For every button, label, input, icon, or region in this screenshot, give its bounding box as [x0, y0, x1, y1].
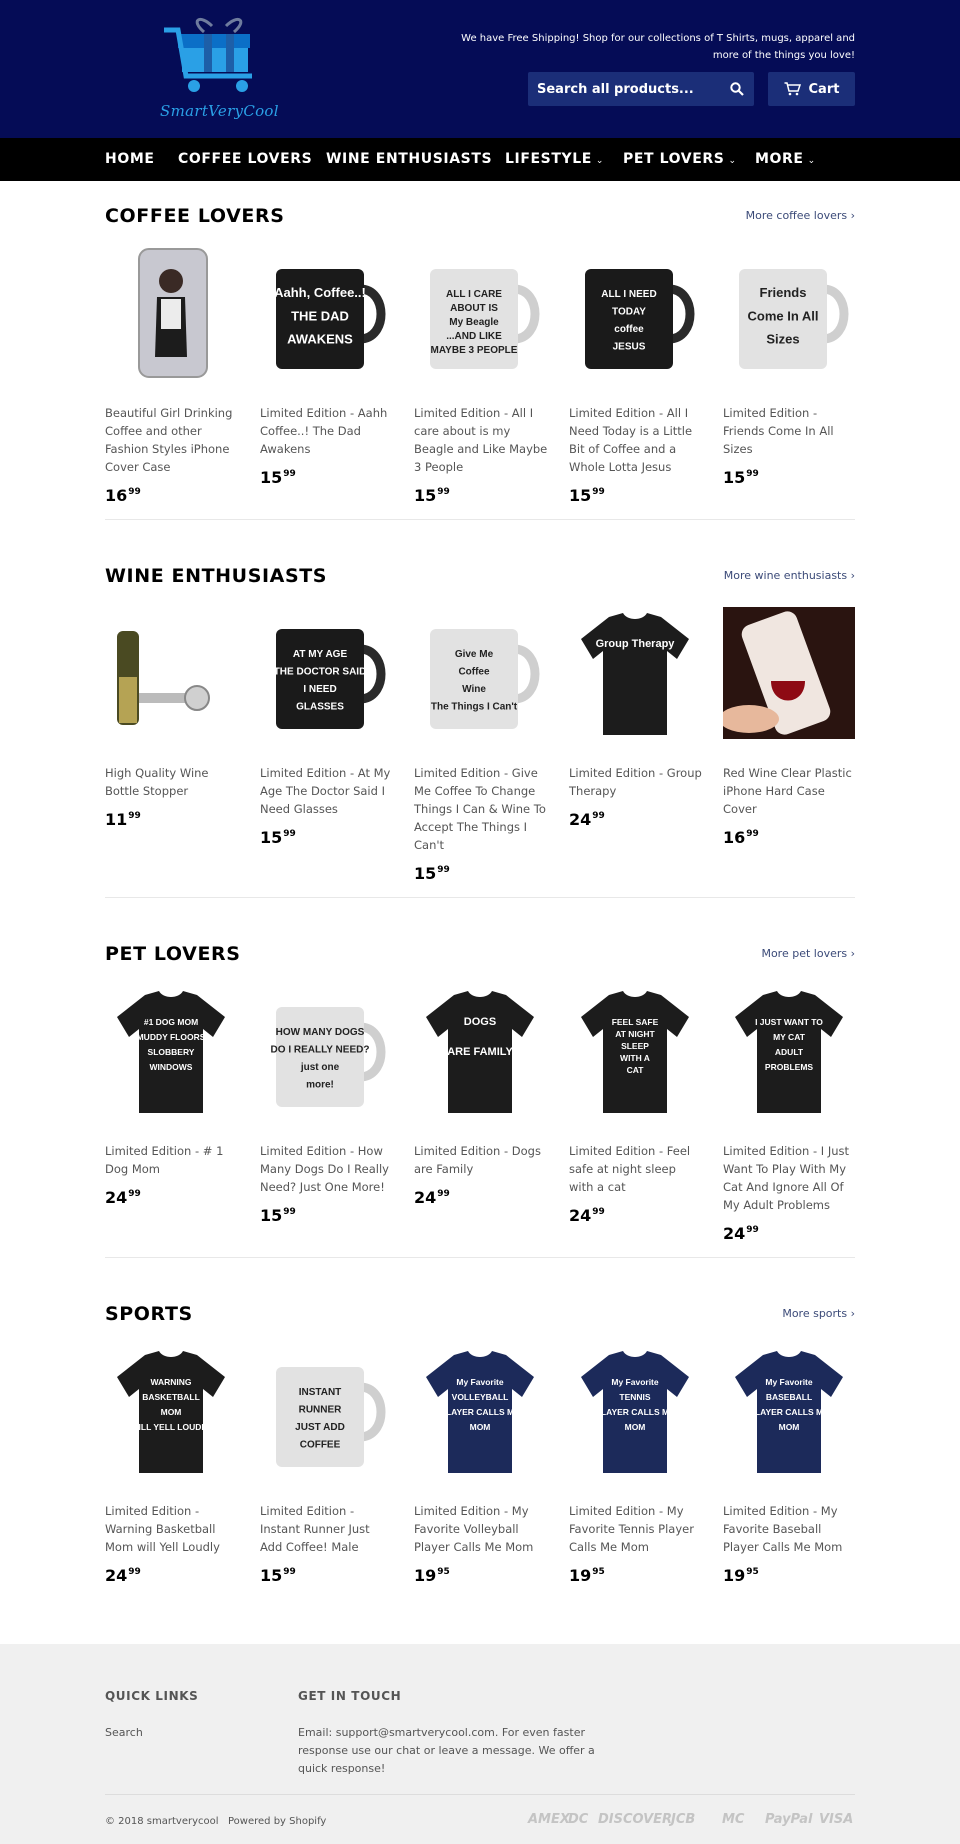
product-price — [105, 810, 141, 829]
more-link[interactable]: More coffee lovers › — [745, 209, 855, 222]
price-cents: 99 — [746, 829, 759, 839]
product-image-text: JESUS — [612, 341, 646, 353]
product-image-text: ABOUT IS — [450, 303, 498, 314]
nav-item-home[interactable] — [105, 138, 155, 181]
nav-label: PET LOVERS — [623, 151, 725, 167]
product-price — [105, 1566, 141, 1585]
nav-item-wine-enthusiasts[interactable] — [326, 138, 492, 181]
nav-label: MORE — [755, 151, 804, 167]
product-image[interactable] — [723, 607, 855, 739]
product-title[interactable]: Limited Edition - My Favorite Volleyball Player Calls Me Mom — [414, 1504, 534, 1554]
price-cents: 99 — [283, 469, 296, 479]
footer-link-search[interactable]: Search — [105, 1726, 143, 1739]
chevron-down-icon: ⌄ — [595, 156, 605, 166]
nav-item-coffee-lovers[interactable] — [178, 138, 312, 181]
product-price — [723, 1224, 759, 1243]
jcb-icon: JCB — [671, 1812, 696, 1827]
cart-label: Cart — [808, 81, 840, 97]
product-image-text: SLEEP — [621, 1041, 649, 1051]
black-tshirt-icon — [414, 985, 546, 1117]
more-link[interactable]: More wine enthusiasts › — [723, 569, 855, 582]
copyright: © 2018 smartverycool — [105, 1816, 219, 1827]
product-price — [569, 486, 605, 505]
black-tshirt-icon — [569, 985, 701, 1117]
product-image-text: ARE FAMILY — [447, 1046, 513, 1058]
price-dollars: 15 — [260, 1566, 283, 1585]
product-title[interactable]: Limited Edition - My Favorite Tennis Player Calls Me Mom — [569, 1504, 694, 1554]
get-in-touch-heading: GET IN TOUCH — [298, 1689, 402, 1703]
price-cents: 99 — [746, 469, 759, 479]
product-image-text: WILL YELL LOUDLY — [130, 1422, 212, 1432]
product-image-text: MOM — [469, 1422, 491, 1432]
product-image-text: My Favorite — [611, 1377, 659, 1387]
product-image-text: CAT — [626, 1065, 644, 1075]
wine-phone-case-icon — [723, 607, 855, 739]
price-dollars: 24 — [414, 1188, 437, 1207]
product-image-text: BASKETBALL — [142, 1392, 200, 1402]
product-image-text: Give Me — [454, 649, 494, 660]
product-image[interactable] — [260, 247, 392, 379]
product-title[interactable]: Limited Edition - Dogs are Family — [414, 1144, 541, 1176]
product-image[interactable] — [723, 247, 855, 379]
product-price — [260, 1206, 296, 1225]
navy-tshirt-icon — [569, 1345, 701, 1477]
product-title[interactable]: Limited Edition - All I care about is my Beagle and Like Maybe 3 People — [414, 406, 548, 474]
site-header — [0, 0, 960, 138]
section-title: SPORTS — [105, 1303, 193, 1325]
visa-icon: VISA — [819, 1812, 854, 1827]
site-footer — [0, 1644, 960, 1844]
black-mug-icon — [260, 607, 392, 739]
price-cents: 99 — [437, 487, 450, 497]
product-image-text: GLASSES — [296, 701, 344, 713]
price-cents: 99 — [128, 487, 141, 497]
price-dollars: 11 — [105, 810, 128, 829]
product-image-text: BASEBALL — [765, 1392, 813, 1402]
more-link[interactable]: More pet lovers › — [761, 947, 855, 960]
contact-text: Email: support@smartverycool.com. For even faster response use our chat or leave a message. We offer a quick response! — [298, 1726, 595, 1775]
black-mug-icon — [569, 247, 701, 379]
search-icon — [730, 82, 744, 96]
cart-button[interactable] — [768, 72, 855, 106]
search-button[interactable] — [720, 72, 754, 106]
product-image-text: VOLLEYBALL — [451, 1392, 509, 1402]
chevron-down-icon: ⌄ — [728, 156, 737, 166]
product-image[interactable] — [105, 1345, 237, 1477]
product-image[interactable] — [260, 607, 392, 739]
product-image[interactable] — [569, 247, 701, 379]
wine-stopper-icon — [105, 607, 237, 739]
price-cents: 99 — [283, 1567, 296, 1577]
price-cents: 99 — [592, 1207, 605, 1217]
product-image[interactable] — [105, 985, 237, 1117]
search-form — [528, 72, 754, 106]
nav-label: HOME — [105, 151, 155, 167]
product-image-text: THE DOCTOR SAID — [273, 666, 367, 678]
product-image-text: WARNING — [150, 1377, 192, 1387]
product-image-text: Group Therapy — [595, 638, 675, 650]
price-dollars: 16 — [105, 486, 128, 505]
white-mug-icon — [260, 1345, 392, 1477]
price-cents: 95 — [746, 1567, 759, 1577]
product-title[interactable]: Limited Edition - Instant Runner Just Add Coffee! Male — [260, 1504, 370, 1554]
product-image-text: The Things I Can't — [430, 701, 518, 713]
price-dollars: 15 — [569, 486, 592, 505]
product-title[interactable]: Limited Edition - Give Me Coffee To Change Things I Can & Wine To Accept The Things I Can't — [414, 766, 546, 852]
search-input[interactable] — [528, 72, 718, 106]
product-price — [414, 1566, 450, 1585]
product-price — [414, 1188, 450, 1207]
product-image[interactable] — [105, 607, 237, 739]
product-image-text: coffee — [614, 324, 644, 335]
section-divider — [105, 519, 855, 520]
section-title: PET LOVERS — [105, 943, 241, 965]
product-price — [105, 1188, 141, 1207]
nav-label: LIFESTYLE — [505, 151, 592, 167]
price-cents: 99 — [283, 829, 296, 839]
product-image[interactable] — [260, 1345, 392, 1477]
product-image-text: THE DAD — [291, 308, 349, 324]
diners-club-icon: DC — [568, 1812, 589, 1827]
price-cents: 99 — [128, 1567, 141, 1577]
product-image-text: MOM — [160, 1407, 182, 1417]
black-tshirt-icon — [105, 1345, 237, 1477]
black-tshirt-icon — [569, 607, 701, 739]
black-tshirt-icon — [105, 985, 237, 1117]
product-price — [414, 486, 450, 505]
product-image-text: Coffee — [458, 666, 490, 678]
nav-item-pet-lovers[interactable] — [623, 138, 737, 181]
product-image-text: DOGS — [463, 1016, 497, 1028]
nav-item-more[interactable] — [755, 138, 816, 181]
product-price — [723, 468, 759, 487]
product-image[interactable] — [569, 1345, 701, 1477]
product-image[interactable] — [414, 247, 546, 379]
product-image-text: ALL I CARE — [446, 289, 502, 300]
product-image[interactable] — [105, 247, 237, 379]
powered-by-link[interactable]: Powered by Shopify — [228, 1816, 327, 1827]
product-title[interactable]: Limited Edition - How Many Dogs Do I Really Need? Just One More! — [260, 1144, 389, 1194]
shopping-cart-logo-icon — [160, 12, 278, 102]
discover-icon: DISCOVER — [598, 1812, 673, 1827]
product-image-text: AT MY AGE — [292, 649, 348, 660]
white-mug-icon — [414, 247, 546, 379]
price-dollars: 15 — [260, 1206, 283, 1225]
product-image[interactable] — [414, 985, 546, 1117]
product-price — [723, 1566, 759, 1585]
product-image-text: I NEED — [303, 684, 337, 695]
price-dollars: 16 — [723, 828, 746, 847]
product-image-text: MOM — [624, 1422, 646, 1432]
product-image-text: TODAY — [612, 306, 646, 318]
product-image-text: AT NIGHT — [615, 1029, 655, 1039]
navy-tshirt-icon — [723, 1345, 855, 1477]
product-title[interactable]: Limited Edition - At My Age The Doctor Said I Need Glasses — [260, 766, 391, 816]
cart-icon — [784, 82, 801, 96]
product-image-text: Come In All — [747, 308, 819, 324]
product-image-text: FEEL SAFE — [611, 1017, 659, 1027]
price-dollars: 24 — [569, 810, 592, 829]
product-image-text: PROBLEMS — [764, 1062, 814, 1072]
product-image[interactable] — [569, 607, 701, 739]
product-image-text: My Beagle — [449, 317, 499, 328]
product-image[interactable] — [723, 1345, 855, 1477]
section-title: WINE ENTHUSIASTS — [105, 565, 328, 587]
product-image-text: MUDDY FLOORS — [136, 1032, 206, 1042]
product-image-text: just one — [300, 1062, 340, 1073]
product-price — [569, 810, 605, 829]
price-cents: 99 — [283, 1207, 296, 1217]
price-dollars: 19 — [723, 1566, 746, 1585]
product-image-text: PLAYER CALLS ME — [749, 1407, 829, 1417]
product-image[interactable] — [723, 985, 855, 1117]
product-price — [260, 1566, 296, 1585]
product-image[interactable] — [414, 1345, 546, 1477]
quick-links-heading: QUICK LINKS — [105, 1689, 199, 1703]
product-image-text: SLOBBERY — [147, 1047, 195, 1057]
section-title: COFFEE LOVERS — [105, 205, 285, 227]
shipping-promo — [435, 30, 855, 64]
black-tshirt-icon — [723, 985, 855, 1117]
price-dollars: 19 — [414, 1566, 437, 1585]
product-title[interactable]: Limited Edition - Aahh Coffee..! The Dad Awakens — [260, 406, 388, 456]
product-image-text: Aahh, Coffee..! — [274, 285, 366, 300]
price-dollars: 15 — [260, 468, 283, 487]
price-dollars: 15 — [414, 486, 437, 505]
price-dollars: 24 — [105, 1566, 128, 1585]
price-dollars: 24 — [105, 1188, 128, 1207]
white-mug-icon — [414, 607, 546, 739]
product-image-text: MOM — [778, 1422, 800, 1432]
price-cents: 99 — [437, 865, 450, 875]
product-image-text: My Favorite — [456, 1377, 504, 1387]
product-title[interactable]: High Quality Wine Bottle Stopper — [105, 766, 209, 798]
product-image-text: WITH A — [620, 1053, 650, 1063]
price-dollars: 19 — [569, 1566, 592, 1585]
product-title[interactable]: Limited Edition - My Favorite Baseball Player Calls Me Mom — [723, 1504, 843, 1554]
product-image[interactable] — [569, 985, 701, 1117]
product-title[interactable]: Limited Edition - All I Need Today is a Little Bit of Coffee and a Whole Lotta Jesus — [569, 406, 693, 474]
product-image-text: I JUST WANT TO — [755, 1017, 823, 1027]
product-image-text: HOW MANY DOGS — [275, 1027, 365, 1038]
nav-item-lifestyle[interactable] — [505, 138, 604, 181]
product-title[interactable]: Beautiful Girl Drinking Coffee and other Fashion Styles iPhone Cover Case — [105, 406, 233, 474]
product-image-text: JUST ADD — [295, 1422, 345, 1433]
section-divider — [105, 897, 855, 898]
product-image-text: TENNIS — [619, 1392, 651, 1402]
product-title[interactable]: Limited Edition - Feel safe at night sleep with a cat — [569, 1144, 691, 1194]
price-dollars: 15 — [260, 828, 283, 847]
nav-label: COFFEE LOVERS — [178, 151, 313, 167]
phone-case-icon — [105, 247, 237, 379]
white-mug-icon — [260, 985, 392, 1117]
product-image-text: AWAKENS — [287, 331, 353, 347]
price-dollars: 24 — [569, 1206, 592, 1225]
price-cents: 99 — [437, 1189, 450, 1199]
product-price — [569, 1206, 605, 1225]
product-image-text: #1 DOG MOM — [143, 1017, 199, 1027]
price-dollars: 24 — [723, 1224, 746, 1243]
product-title[interactable]: Limited Edition - Warning Basketball Mom will Yell Loudly — [105, 1504, 220, 1554]
product-image-text: MAYBE 3 PEOPLE — [430, 345, 518, 356]
mastercard-icon: MC — [722, 1812, 745, 1827]
product-price — [260, 828, 296, 847]
product-image-text: ALL I NEED — [601, 289, 657, 300]
product-image-text: My Favorite — [765, 1377, 813, 1387]
product-image-text: COFFEE — [299, 1439, 341, 1451]
price-cents: 99 — [128, 1189, 141, 1199]
product-image-text: DO I REALLY NEED? — [270, 1044, 370, 1056]
nav-label: WINE ENTHUSIASTS — [326, 151, 493, 167]
black-mug-icon — [260, 247, 392, 379]
logo-text: SmartVeryCool — [160, 102, 279, 120]
product-price — [105, 486, 141, 505]
more-link[interactable]: More sports › — [782, 1307, 855, 1320]
product-title[interactable]: Red Wine Clear Plastic iPhone Hard Case Cover — [723, 766, 852, 816]
promo-line-2: more of the things you love! — [712, 50, 855, 61]
paypal-icon: PayPal — [765, 1812, 813, 1827]
product-image[interactable] — [260, 985, 392, 1117]
footer-divider — [105, 1794, 855, 1795]
price-cents: 95 — [592, 1567, 605, 1577]
product-title[interactable]: Limited Edition - I Just Want To Play With My Cat And Ignore All Of My Adult Problems — [723, 1144, 850, 1212]
price-cents: 99 — [592, 487, 605, 497]
section-divider — [105, 1257, 855, 1258]
white-mug-icon — [723, 247, 855, 379]
product-image-text: PLAYER CALLS ME — [440, 1407, 520, 1417]
product-image-text: Sizes — [766, 331, 800, 347]
product-image-text: Friends — [759, 285, 807, 300]
product-image-text: INSTANT — [298, 1387, 342, 1398]
price-dollars: 15 — [414, 864, 437, 883]
product-image-text: PLAYER CALLS ME — [595, 1407, 675, 1417]
product-price — [260, 468, 296, 487]
price-cents: 99 — [592, 811, 605, 821]
price-dollars: 15 — [723, 468, 746, 487]
product-title[interactable]: Limited Edition - Friends Come In All Sizes — [723, 406, 834, 456]
product-title[interactable]: Limited Edition - Group Therapy — [569, 766, 702, 798]
main-nav — [0, 138, 960, 181]
chevron-down-icon: ⌄ — [807, 156, 816, 166]
product-image-text: ...AND LIKE — [446, 331, 502, 342]
navy-tshirt-icon — [414, 1345, 546, 1477]
product-image[interactable] — [414, 607, 546, 739]
product-image-text: MY CAT — [773, 1032, 805, 1042]
product-image-text: Wine — [462, 684, 486, 695]
product-price — [414, 864, 450, 883]
product-price — [569, 1566, 605, 1585]
price-cents: 99 — [746, 1225, 759, 1235]
product-image-text: more! — [306, 1079, 334, 1091]
product-image-text: WINDOWS — [149, 1062, 193, 1072]
amex-icon: AMEX — [528, 1812, 570, 1827]
product-image-text: RUNNER — [298, 1404, 342, 1416]
promo-line-1: We have Free Shipping! Shop for our collections of T Shirts, mugs, apparel and — [461, 33, 855, 44]
product-price — [723, 828, 759, 847]
price-cents: 95 — [437, 1567, 450, 1577]
site-logo[interactable] — [160, 12, 278, 124]
product-title[interactable]: Limited Edition - # 1 Dog Mom — [105, 1144, 224, 1176]
price-cents: 99 — [128, 811, 141, 821]
product-image-text: ADULT — [774, 1047, 804, 1057]
